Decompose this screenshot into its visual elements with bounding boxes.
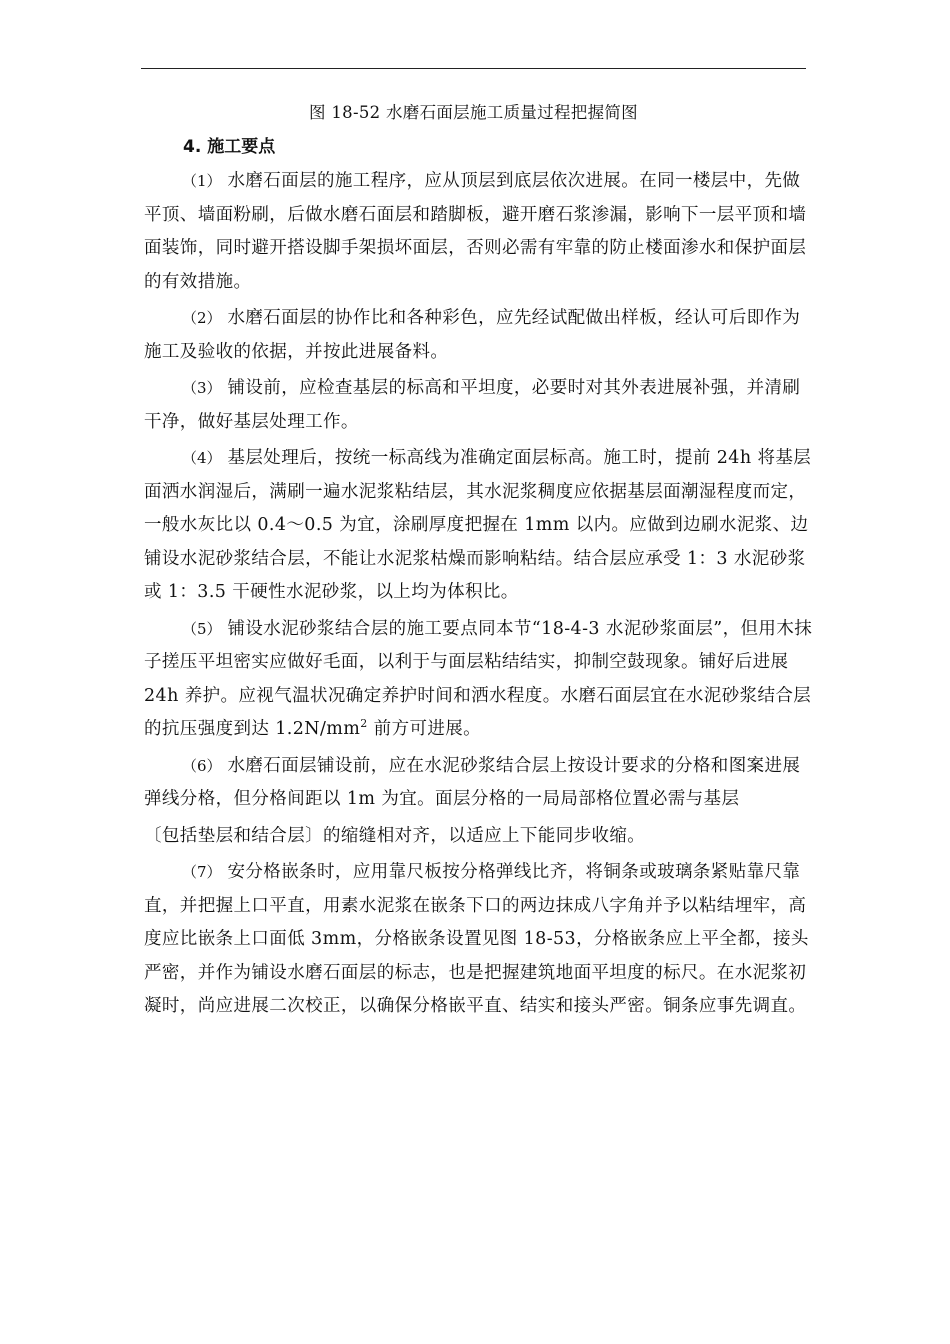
paragraph-text: 铺设前，应检查基层的标高和平坦度，必要时对其外表进展补强，并清刷干净，做好基层处理工作。 xyxy=(144,378,801,432)
paragraph-text: 铺设水泥砂浆结合层的施工要点同本节“18-4-3 水泥砂浆面层”，但用木抹子搓压平坦密实应做好毛面，以利于与面层粘结结实，抑制空鼓现象。铺好后进展 24h 养护。应视气温状况确定养护时间和洒水程度。水磨石面层宜在水泥砂浆结合层的抗压强度到达 1.2N/mm xyxy=(144,618,813,739)
paragraph-text: 〔包括垫层和结合层〕的缩缝相对齐，以适应上下能同步收缩。 xyxy=(144,825,646,846)
paragraph-number: （2） xyxy=(182,309,222,327)
paragraph-5 xyxy=(144,613,816,747)
paragraph-number: （3） xyxy=(182,379,222,397)
header-rule xyxy=(141,68,806,69)
paragraph-1 xyxy=(144,165,816,299)
figure-caption: 图 18-52 水磨石面层施工质量过程把握简图 xyxy=(309,103,638,122)
paragraph-3 xyxy=(144,372,816,439)
paragraph-6-continued xyxy=(144,820,816,854)
paragraph-4 xyxy=(144,442,816,610)
body-text xyxy=(144,165,816,1027)
paragraph-text: 水磨石面层的施工程序，应从顶层到底层依次进展。在同一楼层中，先做平顶、墙面粉刷，后做水磨石面层和踏脚板，避开磨石浆渗漏，影响下一层平顶和墙面装饰，同时避开搭设脚手架损坏面层，否则必需有牢靠的防止楼面渗水和保护面层的有效措施。 xyxy=(144,171,807,292)
paragraph-2 xyxy=(144,302,816,369)
paragraph-text-tail: 前方可进展。 xyxy=(367,719,482,739)
paragraph-number: （1） xyxy=(182,172,222,190)
paragraph-text: 基层处理后，按统一标高线为准确定面层标高。施工时，提前 24h 将基层面洒水润湿后，满刷一遍水泥浆粘结层，其水泥浆稠度应依据基层面潮湿程度而定，一般水灰比以 0.4～0.5 为宜，涂刷厚度把握在 1mm 以内。应做到边刷水泥浆、边铺设水泥砂浆结合层，不能让水泥浆枯燥而影响粘结。结合层应承受 1：3 水泥砂浆或 1：3.5 干硬性水泥砂浆，以上均为体积比。 xyxy=(144,448,812,602)
section-heading: 4. 施工要点 xyxy=(183,137,276,157)
paragraph-number: （5） xyxy=(182,619,222,638)
paragraph-7 xyxy=(144,856,816,1024)
superscript: 2 xyxy=(360,717,368,731)
paragraph-6 xyxy=(144,750,816,817)
paragraph-text: 水磨石面层铺设前，应在水泥砂浆结合层上按设计要求的分格和图案进展弹线分格，但分格间距以 1m 为宜。面层分格的一局局部格位置必需与基层 xyxy=(144,755,801,809)
paragraph-text: 水磨石面层的协作比和各种彩色，应先经试配做出样板，经认可后即作为施工及验收的依据，并按此进展备料。 xyxy=(144,308,801,362)
paragraph-number: （6） xyxy=(182,756,222,775)
paragraph-number: （7） xyxy=(182,863,222,881)
paragraph-text: 安分格嵌条时，应用靠尺板按分格弹线比齐，将铜条或玻璃条紧贴靠尺靠直，并把握上口平直，用素水泥浆在嵌条下口的两边抹成八字角并予以粘结埋牢，高度应比嵌条上口面低 3mm，分格嵌条设置见图 18-53，分格嵌条应上平全都，接头严密，并作为铺设水磨石面层的标志，也是把握建筑地面平坦度的标尺。在水泥浆初凝时，尚应进展二次校正，以确保分格嵌平直、结实和接头严密。铜条应事先调直。 xyxy=(144,862,809,1016)
paragraph-number: （4） xyxy=(182,449,222,467)
